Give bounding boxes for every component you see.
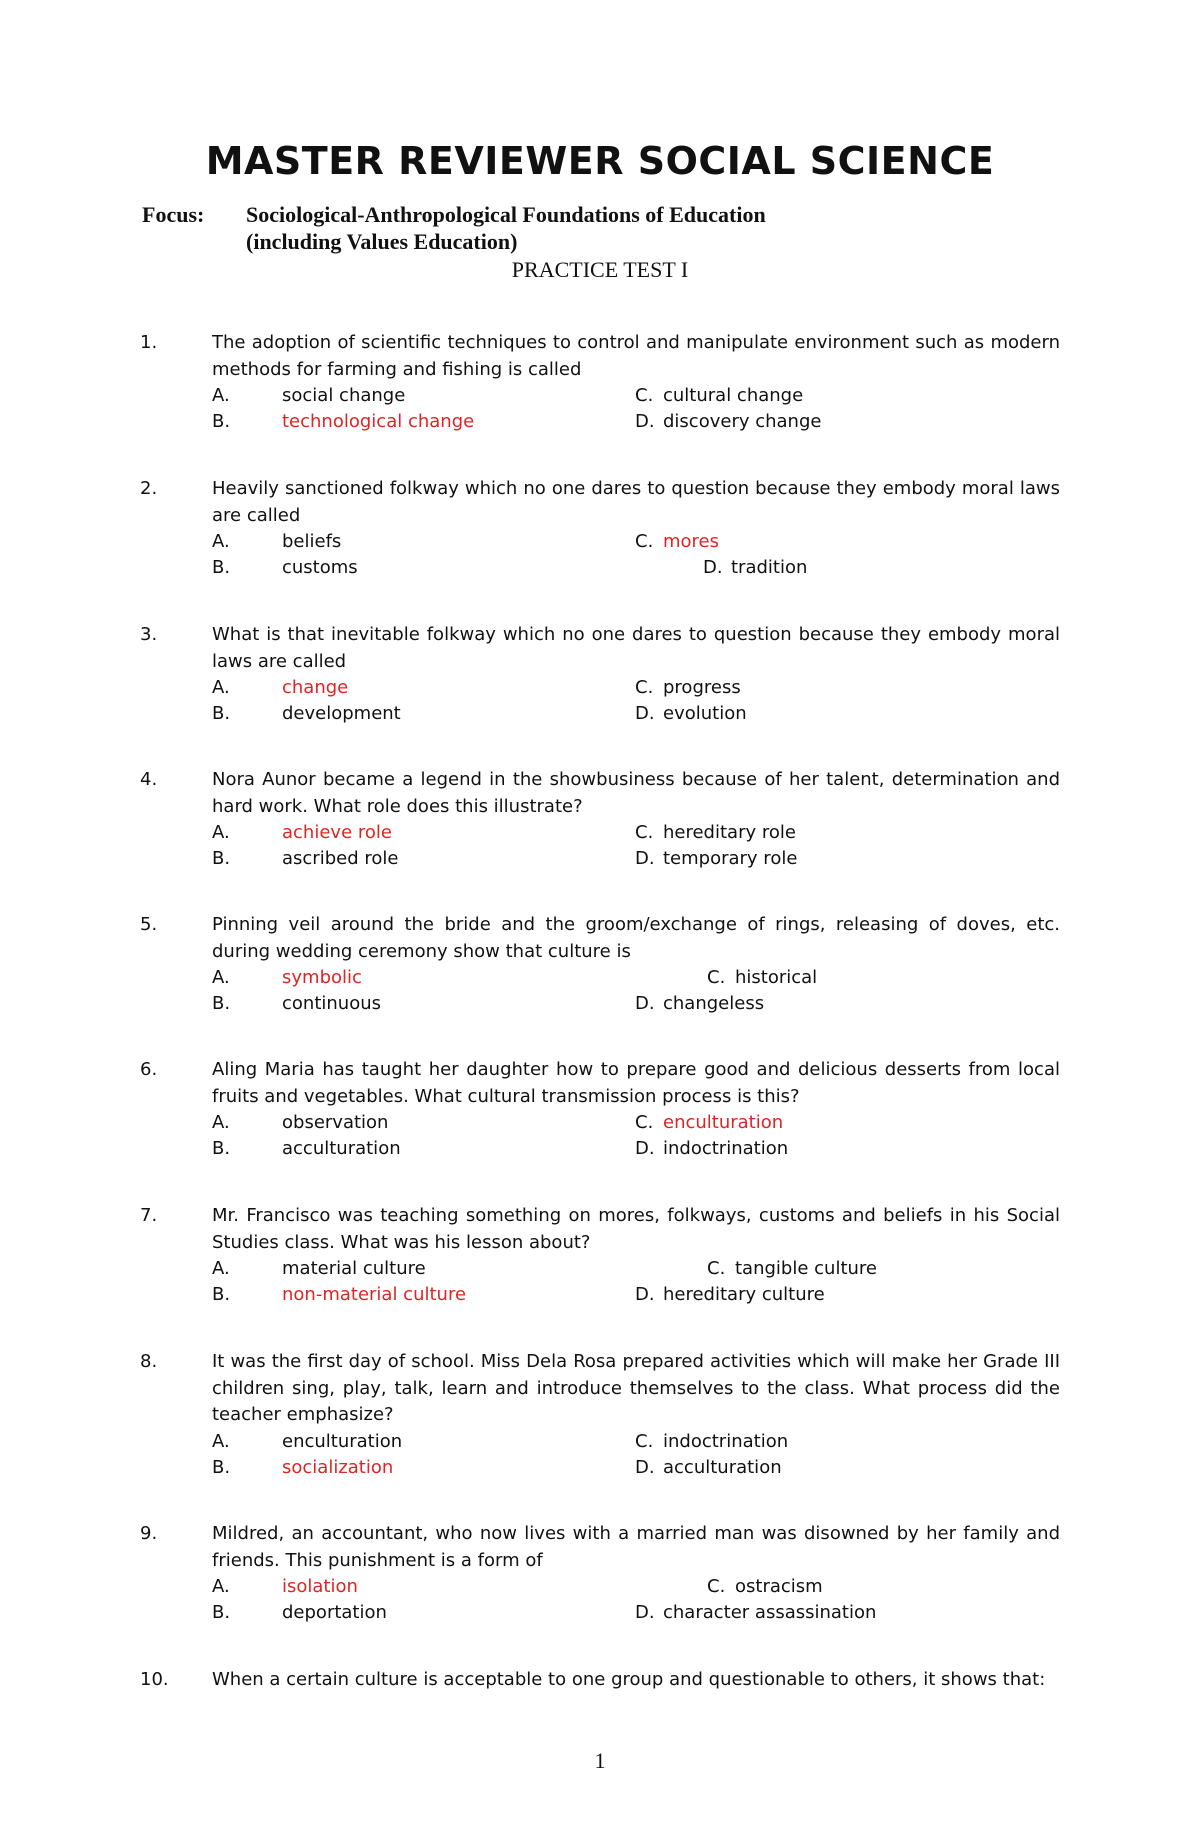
option-a: A. beliefs — [212, 531, 342, 552]
option-d: D. acculturation — [635, 1457, 782, 1478]
option-c: C. enculturation — [635, 1112, 784, 1133]
option-d: D. hereditary culture — [635, 1284, 825, 1305]
option-b: B. non-material culture — [212, 1284, 467, 1305]
question-number: 1. — [140, 332, 158, 353]
question-number: 2. — [140, 478, 158, 499]
option-a: A. isolation — [212, 1576, 358, 1597]
option-c: C. historical — [707, 967, 818, 988]
option-b: B. ascribed role — [212, 848, 399, 869]
question-stem: When a certain culture is acceptable to one group and questionable to others, it shows that: — [212, 1669, 1046, 1690]
option-c: C. ostracism — [707, 1576, 823, 1597]
option-a: A. symbolic — [212, 967, 362, 988]
question-stem: Aling Maria has taught her daughter how to prepare good and delicious desserts from local fruits and vegetables. What cultural transmission process is this? — [212, 1059, 1060, 1107]
option-b: B. development — [212, 703, 401, 724]
question-stem: Nora Aunor became a legend in the showbusiness because of her talent, determination and hard work. What role does this illustrate? — [212, 769, 1060, 817]
question-number: 5. — [140, 914, 158, 935]
question-stem: Heavily sanctioned folkway which no one dares to question because they embody moral laws are called — [212, 478, 1060, 526]
option-d: D. evolution — [635, 703, 747, 724]
option-a: A. observation — [212, 1112, 389, 1133]
question-stem: Mildred, an accountant, who now lives with a married man was disowned by her family and friends. This punishment is a form of — [212, 1523, 1060, 1571]
question-stem: What is that inevitable folkway which no one dares to question because they embody moral laws are called — [212, 624, 1060, 672]
option-b: B. technological change — [212, 411, 475, 432]
practice-test-title: PRACTICE TEST I — [511, 257, 689, 282]
option-a: A. change — [212, 677, 349, 698]
question-number: 8. — [140, 1351, 158, 1372]
option-d: D. tradition — [703, 557, 808, 578]
option-c: C. cultural change — [635, 385, 804, 406]
question-number: 4. — [140, 769, 158, 790]
question-number: 6. — [140, 1059, 158, 1080]
option-d: D. indoctrination — [635, 1138, 789, 1159]
option-a: A. enculturation — [212, 1431, 403, 1452]
option-b: B. socialization — [212, 1457, 394, 1478]
option-b: B. acculturation — [212, 1138, 401, 1159]
question-number: 10. — [140, 1669, 169, 1690]
option-b: B. deportation — [212, 1602, 387, 1623]
page-number: 1 — [594, 1748, 606, 1773]
question-stem: It was the first day of school. Miss Dela Rosa prepared activities which will make her Grade III children sing, play, talk, learn and introduce themselves to the class. What process did the teacher emphasize? — [212, 1351, 1060, 1425]
option-d: D. temporary role — [635, 848, 798, 869]
focus-topic-line2: (including Values Education) — [246, 229, 518, 254]
option-b: B. customs — [212, 557, 358, 578]
option-c: C. progress — [635, 677, 741, 698]
question-number: 3. — [140, 624, 158, 645]
option-c: C. hereditary role — [635, 822, 796, 843]
option-d: D. character assassination — [635, 1602, 877, 1623]
question-number: 7. — [140, 1205, 158, 1226]
question-stem: Pinning veil around the bride and the groom/exchange of rings, releasing of doves, etc. during wedding ceremony show that culture is — [212, 914, 1060, 962]
page-title: MASTER REVIEWER SOCIAL SCIENCE — [205, 139, 995, 183]
option-a: A. achieve role — [212, 822, 392, 843]
option-b: B. continuous — [212, 993, 381, 1014]
option-d: D. discovery change — [635, 411, 822, 432]
option-c: C. tangible culture — [707, 1258, 877, 1279]
question-number: 9. — [140, 1523, 158, 1544]
focus-label: Focus: — [142, 202, 205, 227]
option-d: D. changeless — [635, 993, 765, 1014]
option-c: C. indoctrination — [635, 1431, 789, 1452]
option-a: A. material culture — [212, 1258, 426, 1279]
option-c: C. mores — [635, 531, 720, 552]
focus-topic-line1: Sociological-Anthropological Foundations of Education — [246, 202, 766, 227]
question-stem: Mr. Francisco was teaching something on mores, folkways, customs and beliefs in his Social Studies class. What was his lesson about? — [212, 1205, 1060, 1253]
option-a: A. social change — [212, 385, 406, 406]
question-stem: The adoption of scientific techniques to control and manipulate environment such as modern methods for farming and fishing is called — [212, 332, 1060, 380]
